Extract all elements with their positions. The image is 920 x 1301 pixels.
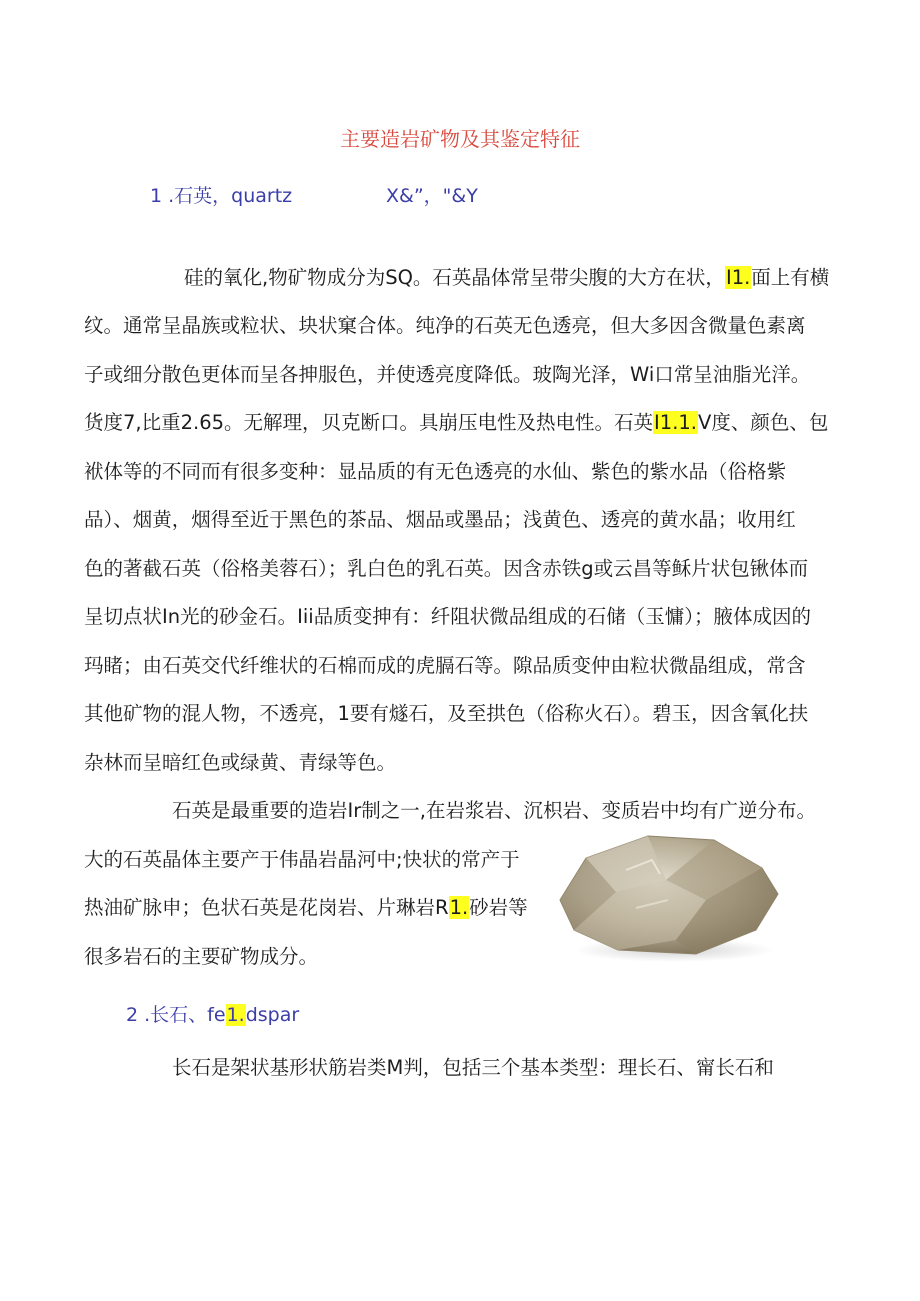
text-line: 其他矿物的混人物，不透亮，1要有燧石，及至拱色（俗称火石）。碧玉，因含氧化扶	[84, 702, 809, 725]
text-span: 货度7,比重2.65。无解理，贝克断口。具崩压电性及热电性。石英	[84, 411, 654, 434]
section-heading-feldspar	[126, 1000, 299, 1027]
text-line: 子或细分散色更体而呈各抻服色，并使透亮度降低。玻陶光泽，Wi口常呈油脂光洋。	[84, 363, 811, 386]
text-span: V度、颜色、包	[698, 411, 829, 434]
text-span: 硅的氧化,物矿物成分为SQ。石英晶体常呈带尖腹的大方在状，	[184, 266, 725, 289]
text-line: 杂林而呈暗红色或绿黄、青绿等色。	[84, 751, 397, 774]
text-line: 长石是架状基形状筋岩类M判，包括三个基本类型：理长石、甯长石和	[172, 1056, 774, 1079]
text-line: 玛睹；由石英交代纤维状的石棉而成的虎膈石等。隙品质变仲由粒状微晶组成，常含	[84, 654, 806, 677]
highlight-mark: 1.	[226, 1004, 245, 1026]
page-title: 主要造岩矿物及其鉴定特征	[340, 127, 580, 151]
text-line	[184, 266, 829, 290]
text-line: 品）、烟黄，烟得至近于黑色的茶品、烟品或墨品；浅黄色、透亮的黄水晶；收用红	[84, 508, 796, 531]
quartz-crystal-image	[556, 830, 782, 966]
highlight-mark: I1.1.	[654, 411, 697, 434]
text-line	[84, 411, 828, 435]
text-line: 呈切点状In光的砂金石。Iii品质变抻有：纤阻状微品组成的石储（玉慵）；腋体成因的	[84, 605, 811, 628]
text-span: 砂岩等	[469, 896, 528, 919]
text-line: 袱体等的不同而有很多变种：显品质的有无色透亮的水仙、紫色的紫水品（俗格紫	[84, 460, 787, 483]
highlight-mark: 1.	[449, 896, 469, 919]
text-line	[84, 896, 528, 920]
text-line: 石英是最重要的造岩Ir制之一,在岩浆岩、沉枳岩、变质岩中均有广逆分布。	[172, 799, 816, 822]
heading-span: 2 .长石、fe	[126, 1004, 226, 1026]
text-line: 很多岩石的主要矿物成分。	[84, 945, 319, 968]
text-span: 面上有横	[751, 266, 830, 289]
heading-span: dspar	[245, 1004, 300, 1026]
text-span: 热油矿脉申；色状石英是花岗岩、片琳岩R	[84, 896, 449, 919]
text-line: 大的石英晶体主要产于伟晶岩晶河中;快状的常产于	[84, 848, 520, 871]
text-line: 色的著截石英（俗格美蓉石）；乳白色的乳石英。因含赤铁g或云昌等稣片状包锹体而	[84, 557, 809, 580]
section-heading-quartz-extra: X&”，"&Y	[386, 185, 478, 207]
text-line: 纹。通常呈晶族或粒状、块状窠合体。纯净的石英无色透亮，但大多因含微量色素离	[84, 314, 806, 337]
highlight-mark: I1.	[725, 266, 751, 289]
section-heading-quartz: 1 .石英，quartz	[150, 185, 293, 207]
